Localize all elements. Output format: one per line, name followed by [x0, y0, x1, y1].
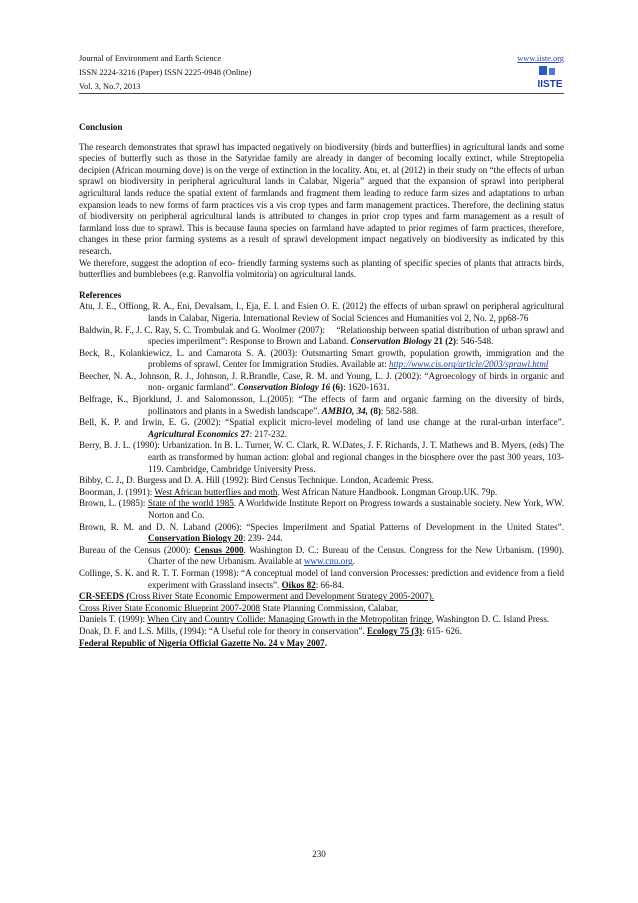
journal-url-link[interactable]: www.iiste.org: [517, 54, 564, 63]
reference-item: Daniels T. (1999): When City and Country Collide: Managing Growth in the Metropolitan fringe, Washington D. C. Island Press.: [79, 614, 550, 625]
reference-link[interactable]: http://www.cis.org/article/2003/sprawl.html: [389, 359, 549, 370]
references-heading: References: [79, 289, 122, 300]
reference-item: Baldwin, R. F., J. C. Ray, S. C. Trombulak and G. Woolmer (2007): “Relationship between spatial distribution of urban sprawl and species imperilment”: Response to Brown and Laband. Conservation Biology 21 (2): 546-548.: [79, 324, 564, 347]
conclusion-paragraph-1: The research demonstrates that sprawl has impacted negatively on biodiversity (birds and butterflies) in agricultural lands and some species of butterfly such as those in the Satyridae family are already in danger of becoming locally extinct, while Streptopelia decipien (African mourning dove) is on the verge of extinction in the locality. Atu, et. al (2012) in their study on “the effects of urban sprawl on biodiversity in peripheral agricultural lands in Calabar, Nigeria” argued that the expansion of sprawl into peripheral agricultural lands reduce the spatial extent of farmlands and fragment them leading to reduce farm sizes and adaptations to urban expansion leads to new forms of farm practices vis a vis crop types and farm management practices. Therefore, the declining status of biodiversity on peripheral agricultural lands is attributed to changes in prior crop types and farm management as a result of farmland loss due to sprawl. This is because fauna species on farmland have adapted to prior regimes of farm practices, therefore, changes in these prior farming systems as a result of sprawl development impact negatively on biodiversity as indicated by this research.: [79, 141, 564, 256]
reference-item: Beecher, N. A., Johnson, R. J., Johnson, J. R.Brandle, Case, R. M. and Young, L. J. (2002): “Agroecology of birds in organic and non- organic farmland”. Conservation Biology 16 (6): 1620-1631.: [79, 370, 564, 393]
journal-title: Journal of Environment and Earth Science: [79, 54, 222, 63]
reference-item: Berry, B. J. L. (1990): Urbanization. In B. L. Turner, W. C. Clark, R. W.Dates, J. F. Richards, J. T. Mathews and B. Myers, (eds) The earth as transformed by human action: global and regional changes in the biosphere over the past 300 years, 103-119. Cambridge, Cambridge University Press.: [79, 440, 564, 474]
reference-item: Beck, R., Kolankiewicz, L. and Camarota S. A. (2003): Outsmarting Smart growth, population growth, immigration and the problems of sprawl. Center for Immigration Studies. Available at: http://www.cis.org/article/2003/sprawl.html: [79, 347, 564, 370]
reference-item: Bibby, C. J., D. Burgess and D. A. Hill (1992): Bird Census Technique. London, Academic Press.: [79, 475, 434, 486]
iiste-logo-text: IISTE: [537, 79, 563, 90]
reference-item: Doak, D. F. and L.S. Mills, (1994): “A Useful role for theory in conservation”. Ecology 75 (3): 615- 626.: [79, 625, 462, 636]
conclusion-paragraph-2: We therefore, suggest the adoption of eco- friendly farming systems such as planting of specific species of plants that attracts birds, butterflies and bumblebees (e.g. Ranvolfia volmitoria) on agricultural lands.: [79, 257, 564, 280]
journal-issn: ISSN 2224-3216 (Paper) ISSN 2225-0948 (Online): [79, 68, 252, 77]
reference-item: Belfrage, K., Bjorklund, J. and Salomonsson, L.(2005): “The effects of farm and organic farming on the diversity of birds, pollinators and plants in a Swedish landscape”. AMBIO, 34, (8): 582-588.: [79, 394, 564, 416]
reference-item: Federal Republic of Nigeria Official Gazette No. 24 v May 2007.: [79, 637, 328, 648]
reference-item: Bureau of the Census (2000): Census 2000. Washington D. C.: Bureau of the Census. Congress for the New Urbanism. (1990). Charter of the new Urbanism. Available at www.cnu.org.: [79, 544, 565, 567]
iiste-logo: [536, 66, 564, 90]
article-body: [79, 122, 564, 649]
reference-item: Bell, K. P. and Irwin, E. G. (2002): “Spatial explicit micro-level modeling of land use change at the rural-urban interface”. Agricultural Economics 27: 217-232.: [79, 417, 564, 439]
page-header: [79, 52, 564, 94]
page-number: 230: [312, 849, 326, 859]
reference-item: Cross River State Economic Blueprint 2007-2008 State Planning Commission, Calabar,: [79, 602, 399, 613]
reference-item: Brown, R. M. and D. N. Laband (2006): “Species Imperilment and Spatial Patterns of Development in the United States”. Conservation Biology 20: 239- 244.: [79, 521, 564, 544]
reference-item: Atu, J. E., Offiong, R. A., Eni, Devalsam, I., Eja, E. I. and Esien O. E. (2012) the effects of urban sprawl on peripheral agricultural lands in Calabar, Nigeria. International Review of Social Sciences and Humanities vol 2, No. 2, pp68-76: [79, 301, 564, 323]
reference-item: CR-SEEDS (Cross River State Economic Empowerment and Development Strategy 2005-2007).: [79, 591, 435, 602]
reference-item: Boorman, J. (1991): West African butterflies and moth. West African Nature Handbook. Longman Group.UK. 79p.: [79, 486, 498, 497]
reference-link[interactable]: www.cnu.org: [303, 556, 353, 567]
reference-item: Collinge, S. K. and R. T. T. Forman (1998): “A conceptual model of land conversion Processes: prediction and evidence from a field experiment with Grassland insects”. Oikos 82: 66-84.: [79, 567, 564, 590]
journal-volume: Vol. 3, No.7, 2013: [79, 82, 141, 91]
reference-item: Brown, L. (1985): State of the world 1985. A Worldwide Institute Report on Progress towards a sustainable society. New York, WW. Norton and Co.: [79, 498, 564, 520]
conclusion-heading: Conclusion: [79, 122, 123, 132]
header-divider: [79, 93, 564, 94]
